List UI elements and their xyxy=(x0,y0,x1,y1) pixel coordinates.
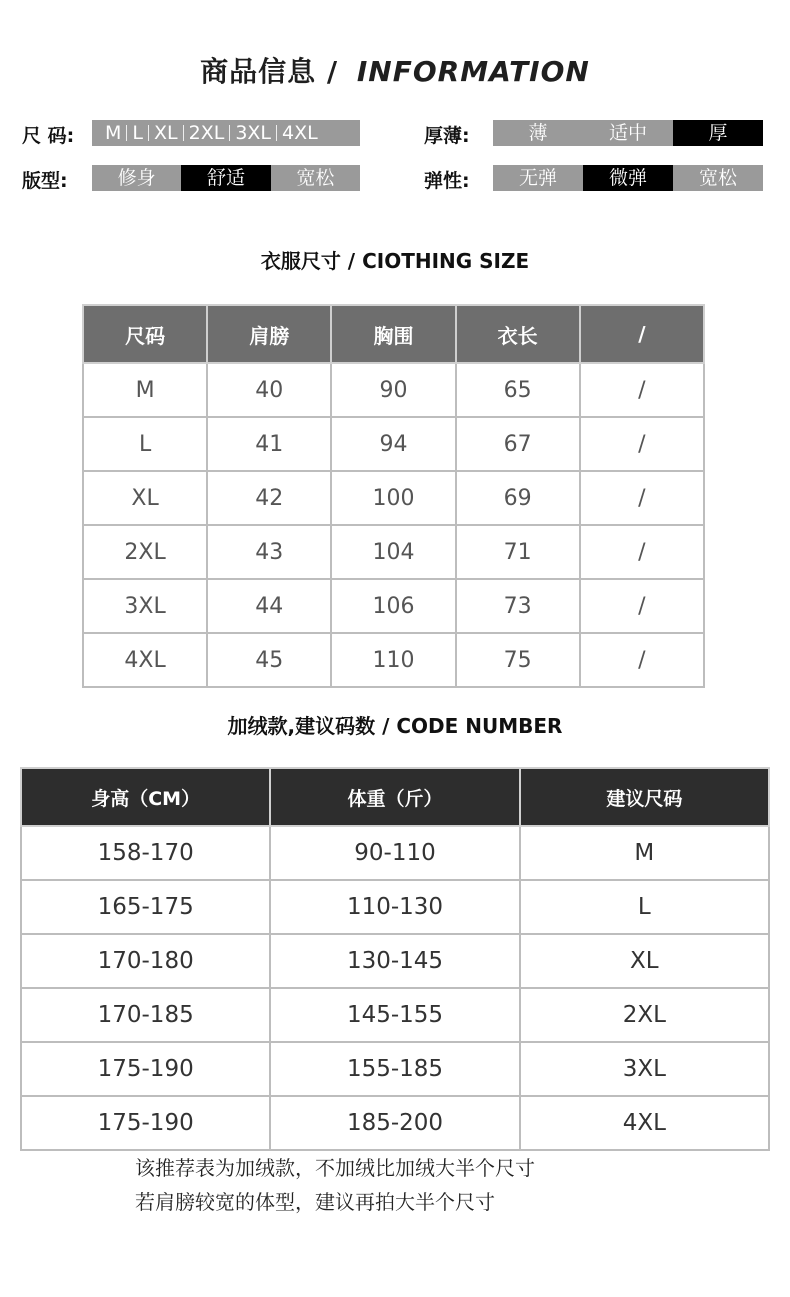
table-cell: / xyxy=(580,579,704,633)
size-option: L xyxy=(132,122,143,144)
table-header-cell: 建议尺码 xyxy=(520,768,769,826)
table-row xyxy=(83,363,704,417)
table-cell: 90-110 xyxy=(270,826,519,880)
fit-option-loose: 宽松 xyxy=(296,167,335,189)
thickness-label: 厚薄: xyxy=(424,125,470,147)
table-cell: 104 xyxy=(331,525,455,579)
table-cell: 4XL xyxy=(83,633,207,687)
table-cell: 65 xyxy=(456,363,580,417)
clothing-size-table xyxy=(82,304,705,688)
table-header-cell: 肩膀 xyxy=(207,305,331,363)
elasticity-option-loose: 宽松 xyxy=(698,167,737,189)
table-row xyxy=(83,525,704,579)
table-cell: 2XL xyxy=(520,988,769,1042)
size-option: XL xyxy=(154,122,178,144)
table-cell: 170-185 xyxy=(21,988,270,1042)
table-cell: 2XL xyxy=(83,525,207,579)
thickness-option-thick: 厚 xyxy=(673,120,763,146)
size-option: 3XL xyxy=(235,122,272,144)
table-cell: 75 xyxy=(456,633,580,687)
table-cell: XL xyxy=(83,471,207,525)
fit-option-comfort: 舒适 xyxy=(181,165,270,191)
thickness-option-thin: 薄 xyxy=(528,122,548,144)
title-en: INFORMATION xyxy=(356,55,590,88)
table-header-row xyxy=(21,768,769,826)
table-cell: 41 xyxy=(207,417,331,471)
size-label: 尺 码: xyxy=(22,125,75,147)
table-cell: / xyxy=(580,417,704,471)
thickness-option-medium: 适中 xyxy=(608,122,647,144)
table-cell: M xyxy=(520,826,769,880)
title-separator: / xyxy=(326,55,339,88)
code-number-title: 加绒款,建议码数 / CODE NUMBER xyxy=(227,714,563,738)
table-cell: 42 xyxy=(207,471,331,525)
table-row xyxy=(21,880,769,934)
fit-label: 版型: xyxy=(22,170,68,192)
table-header-cell: / xyxy=(580,305,704,363)
table-cell: XL xyxy=(520,934,769,988)
size-option: 2XL xyxy=(188,122,225,144)
table-cell: 71 xyxy=(456,525,580,579)
table-cell: 145-155 xyxy=(270,988,519,1042)
title-cn: 商品信息 xyxy=(200,55,317,88)
page-title xyxy=(0,50,790,90)
table-header-cell: 尺码 xyxy=(83,305,207,363)
table-header-cell: 胸围 xyxy=(331,305,455,363)
table-header-row xyxy=(83,305,704,363)
table-row xyxy=(21,988,769,1042)
table-cell: 3XL xyxy=(520,1042,769,1096)
table-cell: 90 xyxy=(331,363,455,417)
table-cell: 67 xyxy=(456,417,580,471)
table-header-cell: 衣长 xyxy=(456,305,580,363)
table-cell: 44 xyxy=(207,579,331,633)
thickness-options-bar xyxy=(493,120,763,146)
table-cell: 73 xyxy=(456,579,580,633)
table-cell: / xyxy=(580,525,704,579)
table-cell: 185-200 xyxy=(270,1096,519,1150)
table-cell: 45 xyxy=(207,633,331,687)
table-cell: 158-170 xyxy=(21,826,270,880)
fit-option-slim: 修身 xyxy=(117,167,156,189)
table-cell: 94 xyxy=(331,417,455,471)
code-number-table xyxy=(20,767,770,1151)
table-cell: 110-130 xyxy=(270,880,519,934)
table-row xyxy=(21,1042,769,1096)
elasticity-options-bar xyxy=(493,165,763,191)
size-option: 4XL xyxy=(282,122,318,144)
note-line-1: 该推荐表为加绒款，不加绒比加绒大半个尺寸 xyxy=(135,1156,535,1180)
fit-options-bar xyxy=(92,165,360,191)
table-cell: 130-145 xyxy=(270,934,519,988)
table-cell: / xyxy=(580,633,704,687)
table-row xyxy=(83,417,704,471)
table-cell: 4XL xyxy=(520,1096,769,1150)
clothing-size-title: 衣服尺寸 / CIOTHING SIZE xyxy=(260,249,530,273)
table-row xyxy=(83,579,704,633)
table-cell: 175-190 xyxy=(21,1096,270,1150)
table-cell: 110 xyxy=(331,633,455,687)
elasticity-option-slight: 微弹 xyxy=(583,165,673,191)
note-line-2: 若肩膀较宽的体型，建议再拍大半个尺寸 xyxy=(135,1190,495,1214)
table-cell: 106 xyxy=(331,579,455,633)
table-header-cell: 身高（CM） xyxy=(21,768,270,826)
table-cell: L xyxy=(83,417,207,471)
elasticity-label: 弹性: xyxy=(424,170,470,192)
table-row xyxy=(83,633,704,687)
table-cell: / xyxy=(580,363,704,417)
table-cell: / xyxy=(580,471,704,525)
table-row xyxy=(83,471,704,525)
elasticity-option-none: 无弹 xyxy=(518,167,557,189)
table-cell: 3XL xyxy=(83,579,207,633)
table-header-cell: 体重（斤） xyxy=(270,768,519,826)
table-cell: 69 xyxy=(456,471,580,525)
size-options-bar xyxy=(92,120,360,146)
table-cell: 165-175 xyxy=(21,880,270,934)
table-cell: 100 xyxy=(331,471,455,525)
table-cell: 170-180 xyxy=(21,934,270,988)
table-cell: 155-185 xyxy=(270,1042,519,1096)
size-option: M xyxy=(105,122,122,144)
table-cell: 40 xyxy=(207,363,331,417)
table-cell: 43 xyxy=(207,525,331,579)
table-row xyxy=(21,1096,769,1150)
table-cell: M xyxy=(83,363,207,417)
table-cell: 175-190 xyxy=(21,1042,270,1096)
table-row xyxy=(21,934,769,988)
table-cell: L xyxy=(520,880,769,934)
table-row xyxy=(21,826,769,880)
